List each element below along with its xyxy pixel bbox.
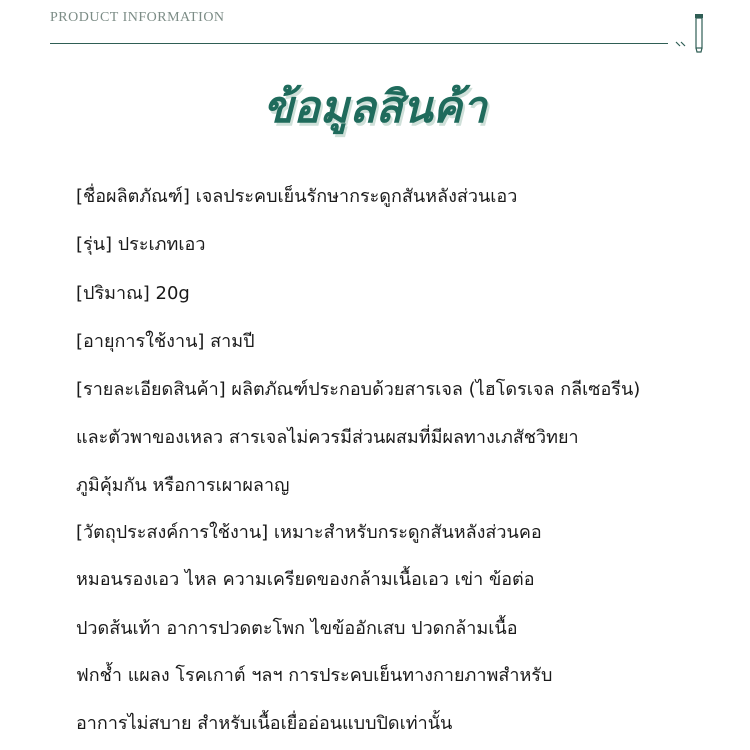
info-line: ภูมิคุ้มกัน หรือการเผาผลาญ [76,475,290,496]
info-line: [รายละเอียดสินค้า] ผลิตภัณฑ์ประกอบด้วยสารเจล (ไฮโดรเจล กลีเซอรีน) [76,379,641,400]
info-line: [วัตถุประสงค์การใช้งาน] เหมาะสำหรับกระดูกสันหลังส่วนคอ [76,522,542,543]
info-line: ฟกช้ำ แผลง โรคเกาต์ ฯลฯ การประคบเย็นทางกายภาพสำหรับ [76,665,553,686]
info-line: [รุ่น] ประเภทเอว [76,234,206,255]
info-line: [ชื่อผลิตภัณฑ์] เจลประคบเย็นรักษากระดูกสันหลังส่วนเอว [76,186,518,207]
page-title: ข้อมูลสินค้า [263,82,487,133]
info-line: [ปริมาณ] 20g [76,283,190,304]
header-label: PRODUCT INFORMATION [50,10,225,25]
info-line: อาการไม่สบาย สำหรับเนื้อเยื่ออ่อนแบบปิดเท่านั้น [76,713,453,734]
info-line: และตัวพาของเหลว สารเจลไม่ควรมีส่วนผสมที่มีผลทางเภสัชวิทยา [76,427,579,448]
info-line: ปวดส้นเท้า อาการปวดตะโพก ไขข้ออักเสบ ปวดกล้ามเนื้อ [76,618,518,639]
info-line: หมอนรองเอว ไหล ความเครียดของกล้ามเนื้อเอว เข่า ข้อต่อ [76,569,535,590]
info-line: [อายุการใช้งาน] สามปี [76,331,255,352]
